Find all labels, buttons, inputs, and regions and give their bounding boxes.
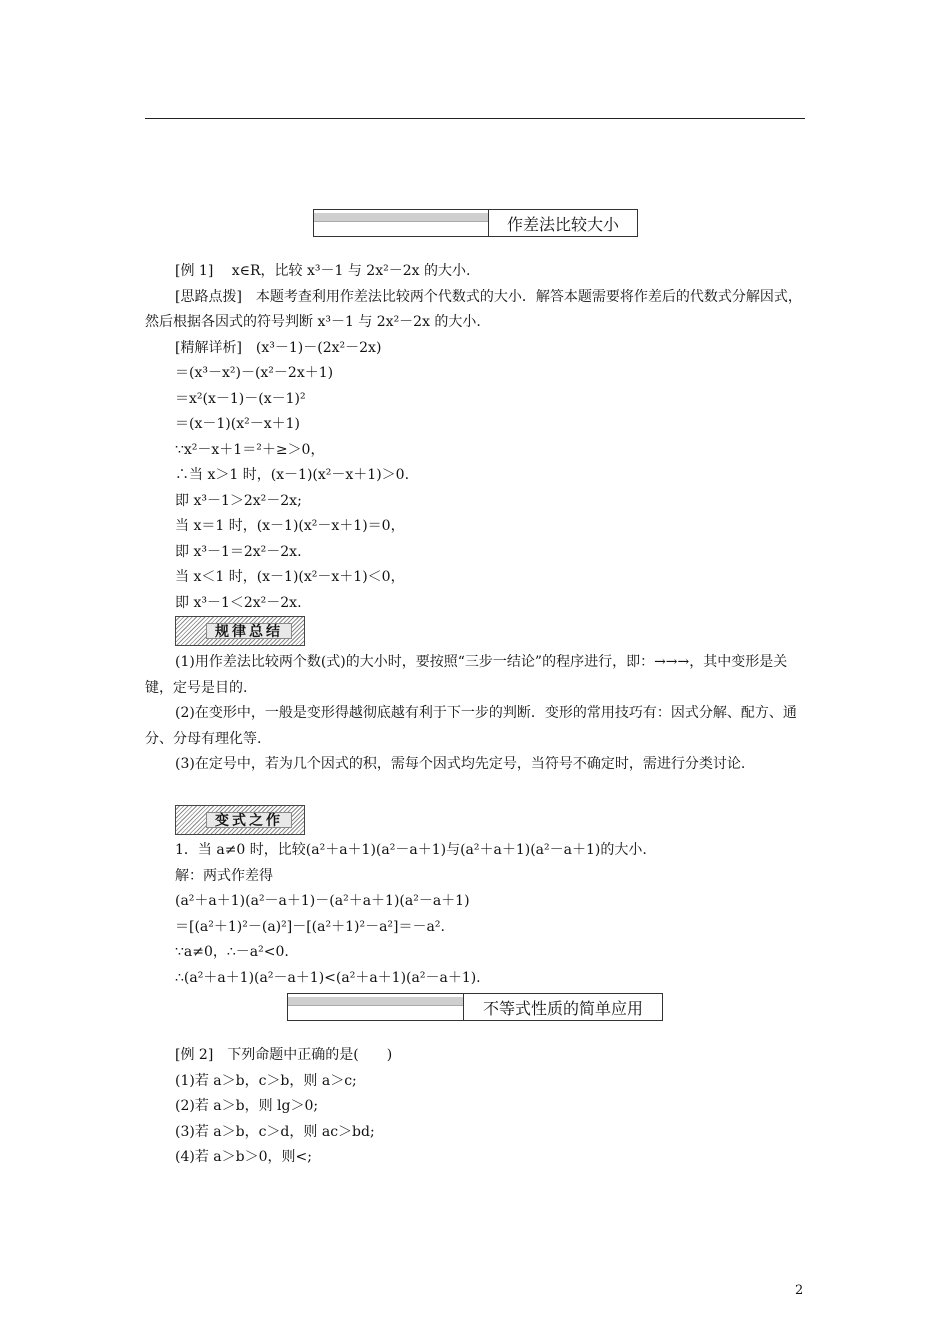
solution-line: 即 x³－1＜2x²－2x.: [175, 594, 302, 611]
variant-line: ＝[(a²＋1)²－(a)²]－[(a²＋1)²－a²]＝－a².: [175, 918, 445, 935]
variant-line: (a²＋a＋1)(a²－a＋1)－(a²＋a＋1)(a²－a＋1): [175, 893, 470, 909]
variant-exercise: [145, 838, 810, 991]
section-header-1: [313, 209, 638, 237]
summary-paragraph: (2)在变形中，一般是变形得越彻底越有利于下一步的判断．变形的常用技巧有：因式分解、配方、通分、分母有理化等.: [145, 705, 797, 747]
solution-line: ＝(x³－x²)－(x²－2x＋1): [175, 365, 334, 381]
example-1-question: [例 1] x∈R，比较 x³－1 与 2x²－2x 的大小.: [175, 263, 471, 279]
summary-paragraph: (3)在定号中，若为几个因式的积，需每个因式均先定号，当符号不确定时，需进行分类讨论.: [175, 756, 746, 772]
solution-line: ＝(x－1)(x²－x＋1): [175, 416, 300, 432]
variant-line: 解：两式作差得: [175, 867, 273, 884]
variant-line: ∴(a²＋a＋1)(a²－a＋1)<(a²＋a＋1)(a²－a＋1).: [175, 969, 481, 986]
solution-line: 即 x³－1＝2x²－2x.: [175, 543, 302, 560]
solution-line: 当 x＝1 时，(x－1)(x²－x＋1)＝0，: [175, 518, 405, 534]
section-tag-2: [288, 994, 464, 1020]
page-number: 2: [795, 1283, 804, 1298]
header-rule: [145, 118, 805, 119]
section-title-2: 不等式性质的简单应用: [482, 998, 643, 1018]
section-header-2: [287, 993, 663, 1021]
variant-line: 1．当 a≠0 时，比较(a²＋a＋1)(a²－a＋1)与(a²＋a＋1)(a²－a＋1)的大小.: [175, 842, 647, 858]
solution-line: ∴当 x＞1 时，(x－1)(x²－x＋1)＞0.: [175, 467, 410, 483]
solution-line: ∵x²－x＋1＝²＋≥＞0，: [175, 441, 325, 458]
example-1-hint: [思路点拨] 本题考查利用作差法比较两个代数式的大小．解答本题需要将作差后的代数式分解因式，然后根据各因式的符号判断 x³－1 与 2x²－2x 的大小.: [145, 288, 802, 330]
section-title-1: 作差法比较大小: [506, 214, 619, 234]
solution-line: 即 x³－1＞2x²－2x;: [175, 492, 302, 509]
variant-line: ∵a≠0，∴－a²<0.: [175, 944, 289, 960]
solution-line: ＝x²(x－1)－(x－1)²: [175, 390, 306, 407]
section-tag-bar: [314, 213, 488, 222]
example-2-line: (2)若 a＞b，则 lg＞0;: [175, 1098, 319, 1114]
badge-summary: [175, 616, 305, 646]
example-2-line: (1)若 a＞b，c＞b，则 a＞c;: [175, 1072, 357, 1089]
summary-paragraph: (1)用作差法比较两个数(式)的大小时，要按照“三步一结论”的程序进行，即：→→→，其中变形是关键，定号是目的.: [145, 654, 788, 696]
summary: [145, 650, 810, 778]
example-2-line: [例 2] 下列命题中正确的是( ): [175, 1047, 393, 1063]
badge-variant-label: 变式之作: [206, 812, 292, 828]
example-2: [145, 1043, 810, 1171]
badge-summary-label: 规律总结: [206, 623, 292, 639]
solution-line: 当 x＜1 时，(x－1)(x²－x＋1)＜0，: [175, 569, 405, 585]
badge-variant: [175, 805, 305, 835]
example-1: [145, 259, 810, 616]
example-2-line: (4)若 a＞b＞0，则<;: [175, 1149, 312, 1165]
section-tag-1: [314, 210, 489, 236]
solution-line: [精解详析] (x³－1)－(2x²－2x): [175, 339, 382, 356]
section-tag-bar: [288, 997, 463, 1006]
example-2-line: (3)若 a＞b，c＞d，则 ac＞bd;: [175, 1123, 375, 1140]
